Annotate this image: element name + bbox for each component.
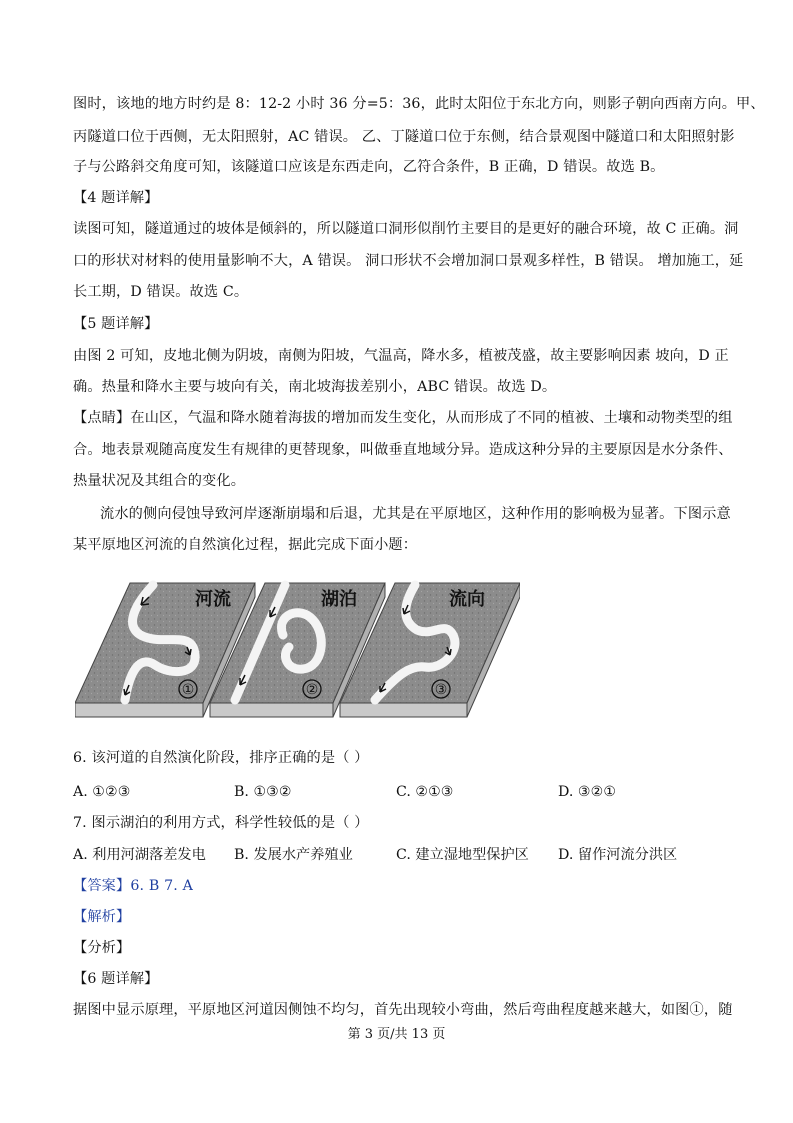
option-a: A. ①②③ bbox=[73, 784, 131, 800]
section-heading: 【5 题详解】 bbox=[73, 316, 159, 332]
paragraph-line: 丙隧道口位于西侧，无太阳照射，AC 错误。 乙、丁隧道口位于东侧，结合景观图中隧道口和太阳照射影 bbox=[73, 129, 735, 145]
analysis-heading: 【解析】 bbox=[73, 909, 131, 925]
river-evolution-figure bbox=[75, 575, 520, 725]
option-b: B. 发展水产养殖业 bbox=[234, 847, 353, 863]
option-a: A. 利用河湖落差发电 bbox=[73, 847, 206, 863]
page-footer: 第 3 页/共 13 页 bbox=[347, 1027, 446, 1042]
paragraph-line: 【点睛】在山区，气温和降水随着海拔的增加而发生变化，从而形成了不同的植被、土壤和动物类型的组 bbox=[73, 410, 733, 426]
paragraph-line: 读图可知，隧道通过的坡体是倾斜的，所以隧道口洞形似削竹主要目的是更好的融合环境，故 C 正确。洞 bbox=[73, 221, 739, 237]
section-heading: 【4 题详解】 bbox=[73, 190, 159, 206]
label-lake: 湖泊 bbox=[321, 589, 357, 610]
paragraph-line: 某平原地区河流的自然演化过程，据此完成下面小题： bbox=[73, 537, 418, 553]
paragraph-line: 图时，该地的地方时约是 8：12-2 小时 36 分=5：36，此时太阳位于东北方向，则影子朝向西南方向。甲、 bbox=[73, 96, 765, 112]
question-6-stem: 6. 该河道的自然演化阶段，排序正确的是（ ） bbox=[73, 750, 369, 766]
stage-number-3: ③ bbox=[434, 682, 448, 698]
paragraph-line: 流水的侧向侵蚀导致河岸逐渐崩塌和后退，尤其是在平原地区，这种作用的影响极为显著。下图示意 bbox=[100, 506, 731, 522]
paragraph-line: 口的形状对材料的使用量影响不大，A 错误。 洞口形状不会增加洞口景观多样性，B 错误。 增加施工，延 bbox=[73, 253, 744, 269]
label-flow-direction: 流向 bbox=[449, 589, 485, 610]
stage-number-1: ① bbox=[181, 682, 195, 698]
question-6-options bbox=[73, 782, 723, 802]
answer-line: 【答案】6. B 7. A bbox=[73, 878, 193, 894]
label-river: 河流 bbox=[195, 589, 231, 610]
paragraph-line: 长工期，D 错误。故选 C。 bbox=[73, 284, 249, 300]
option-d: D. ③②① bbox=[558, 784, 617, 800]
question-7-stem: 7. 图示湖泊的利用方式，科学性较低的是（ ） bbox=[73, 815, 369, 831]
paragraph-line: 由图 2 可知，皮地北侧为阴坡，南侧为阳坡，气温高，降水多，植被茂盛，故主要影响因素 坡向，D 正 bbox=[73, 348, 729, 364]
paragraph-line: 热量状况及其组合的变化。 bbox=[73, 473, 246, 489]
fenxi-heading: 【分析】 bbox=[73, 940, 131, 956]
option-c: C. 建立湿地型保护区 bbox=[396, 847, 529, 863]
option-b: B. ①③② bbox=[234, 784, 292, 800]
paragraph-line: 合。地表景观随高度发生有规律的更替现象，叫做垂直地域分异。造成这种分异的主要原因是水分条件、 bbox=[73, 442, 733, 458]
stage-number-2: ② bbox=[305, 682, 319, 698]
question-7-options bbox=[73, 845, 723, 865]
detail-6-text: 据图中显示原理，平原地区河道因侧蚀不均匀，首先出现较小弯曲，然后弯曲程度越来越大，如图①，随 bbox=[73, 1002, 733, 1018]
paragraph-line: 确。热量和降水主要与坡向有关，南北坡海拔差别小，ABC 错误。故选 D。 bbox=[73, 379, 557, 395]
paragraph-line: 子与公路斜交角度可知，该隧道口应该是东西走向，乙符合条件，B 正确，D 错误。故选 B。 bbox=[73, 159, 665, 175]
option-d: D. 留作河流分洪区 bbox=[558, 847, 678, 863]
option-c: C. ②①③ bbox=[396, 784, 454, 800]
detail-6-heading: 【6 题详解】 bbox=[73, 971, 159, 987]
